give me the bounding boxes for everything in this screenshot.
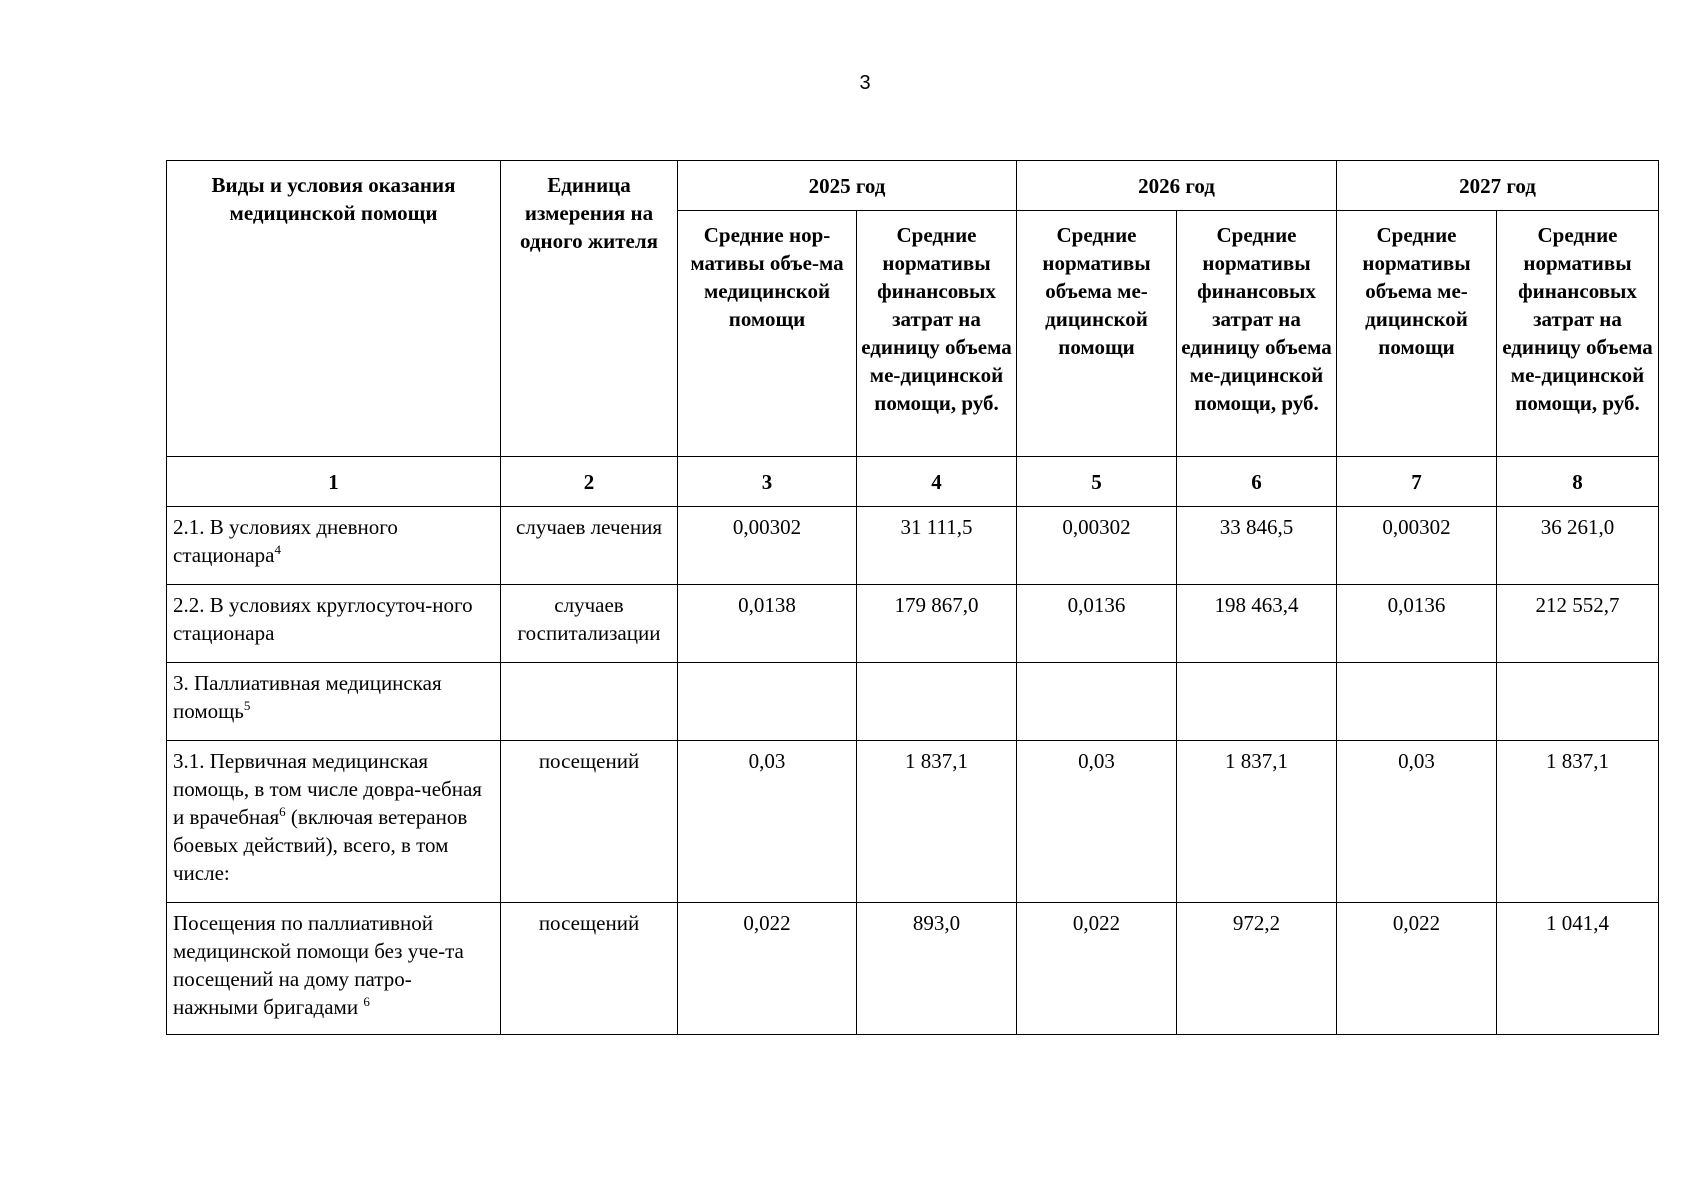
header-year-2026: 2026 год <box>1017 161 1337 211</box>
value-cell: 0,022 <box>678 903 857 1035</box>
header-cost-2026: Средние нормативы финансовых затрат на единицу объема ме-дицинской помощи, руб. <box>1177 211 1337 457</box>
header-cost-2027: Средние нормативы финансовых затрат на единицу объема ме-дицинской помощи, руб. <box>1497 211 1659 457</box>
value-cell: 31 111,5 <box>857 507 1017 585</box>
value-cell: 972,2 <box>1177 903 1337 1035</box>
value-cell <box>678 663 857 741</box>
value-cell: 179 867,0 <box>857 585 1017 663</box>
column-number-row <box>167 457 1659 507</box>
row-title: 3. Паллиативная медицинская помощь$^5$ <box>167 663 501 741</box>
header-row-years <box>167 161 1659 211</box>
row-unit: посещений <box>501 903 678 1035</box>
value-cell: 33 846,5 <box>1177 507 1337 585</box>
col-number: 2 <box>501 457 678 507</box>
table-row <box>167 507 1659 585</box>
header-cost-2025: Средние нормативы финансовых затрат на единицу объема ме-дицинской помощи, руб. <box>857 211 1017 457</box>
value-cell: 0,00302 <box>1337 507 1497 585</box>
col-number: 1 <box>167 457 501 507</box>
table-row <box>167 903 1659 1035</box>
norms-table <box>166 160 1659 1035</box>
header-volume-2025: Средние нор-мативы объе-ма медицинской помощи <box>678 211 857 457</box>
row-title: Посещения по паллиативной медицинской помощи без уче-та посещений на дому патро-нажными бригадами $^6$ <box>167 903 501 1035</box>
row-title: 2.1. В условиях дневного стационара$^4$ <box>167 507 501 585</box>
value-cell <box>1017 663 1177 741</box>
col-number: 4 <box>857 457 1017 507</box>
table-row <box>167 663 1659 741</box>
value-cell <box>857 663 1017 741</box>
header-volume-2026: Средние нормативы объема ме-дицинской помощи <box>1017 211 1177 457</box>
value-cell: 0,022 <box>1337 903 1497 1035</box>
value-cell: 0,022 <box>1017 903 1177 1035</box>
value-cell: 0,03 <box>1017 741 1177 903</box>
row-title: 2.2. В условиях круглосуточ-ного стационара <box>167 585 501 663</box>
value-cell <box>1497 663 1659 741</box>
footnote-ref: 6 <box>279 804 286 819</box>
value-cell: 0,03 <box>1337 741 1497 903</box>
col-number: 3 <box>678 457 857 507</box>
footnote-ref: 4 <box>274 542 281 557</box>
value-cell: 0,0136 <box>1017 585 1177 663</box>
header-year-2025: 2025 год <box>678 161 1017 211</box>
page-number: 3 <box>859 72 871 94</box>
value-cell <box>1177 663 1337 741</box>
table-row <box>167 585 1659 663</box>
value-cell: 0,03 <box>678 741 857 903</box>
col-number: 7 <box>1337 457 1497 507</box>
footnote-ref: 6 <box>363 994 370 1009</box>
col-number: 6 <box>1177 457 1337 507</box>
value-cell: 0,0138 <box>678 585 857 663</box>
header-unit: Единица измерения на одного жителя <box>501 161 678 457</box>
value-cell: 1 837,1 <box>857 741 1017 903</box>
value-cell: 212 552,7 <box>1497 585 1659 663</box>
header-year-2027: 2027 год <box>1337 161 1659 211</box>
value-cell: 893,0 <box>857 903 1017 1035</box>
value-cell: 0,00302 <box>1017 507 1177 585</box>
value-cell: 0,00302 <box>678 507 857 585</box>
row-title: 3.1. Первичная медицинская помощь, в том числе довра-чебная и врачебная$^6$ (включая ветеранов боевых действий), всего, в том числе: <box>167 741 501 903</box>
row-unit: случаев госпитализации <box>501 585 678 663</box>
header-volume-2027: Средние нормативы объема ме-дицинской помощи <box>1337 211 1497 457</box>
footnote-ref: 5 <box>243 698 251 713</box>
header-types-conditions: Виды и условия оказания медицинской помощи <box>167 161 501 457</box>
value-cell: 1 837,1 <box>1497 741 1659 903</box>
table-row <box>167 741 1659 903</box>
value-cell: 1 041,4 <box>1497 903 1659 1035</box>
value-cell <box>1337 663 1497 741</box>
col-number: 8 <box>1497 457 1659 507</box>
value-cell: 36 261,0 <box>1497 507 1659 585</box>
col-number: 5 <box>1017 457 1177 507</box>
value-cell: 198 463,4 <box>1177 585 1337 663</box>
value-cell: 1 837,1 <box>1177 741 1337 903</box>
row-unit <box>501 663 678 741</box>
row-unit: случаев лечения <box>501 507 678 585</box>
value-cell: 0,0136 <box>1337 585 1497 663</box>
row-unit: посещений <box>501 741 678 903</box>
